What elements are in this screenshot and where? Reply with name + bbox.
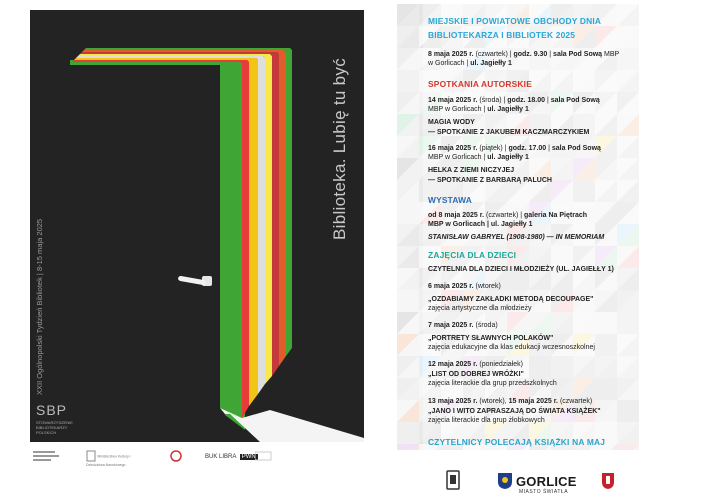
kids-event-2-date: 7 maja 2025 r. (środa) <box>428 322 498 329</box>
meeting-1-line2: MBP w Gorlicach | ul. Jagiełły 1 <box>428 106 529 113</box>
county-crest-icon <box>601 472 615 490</box>
meeting-2-guest: — SPOTKANIE Z BARBARĄ PALUCH <box>428 177 552 184</box>
sponsor-circle-logo <box>170 450 182 464</box>
meeting-2-line2: MBP w Gorlicach | ul. Jagiełły 1 <box>428 154 529 161</box>
meeting-1-title: MAGIA WODY <box>428 119 475 126</box>
kids-event-1-desc: zajęcia artystyczne dla młodzieży <box>428 305 532 312</box>
footer-header: CZYTELNICY POLECAJĄ KSIĄŻKI NA MAJ <box>428 437 606 447</box>
kids-event-3-desc: zajęcia literackie dla grup przedszkolnych <box>428 380 557 387</box>
meetings-header: SPOTKANIA AUTORSKIE <box>428 79 532 89</box>
meeting-2-title: HELKA Z ZIEMI NICZYJEJ <box>428 167 515 174</box>
kids-event-1-title: „OZDABIAMY ZAKŁADKI METODĄ DECOUPAGE" <box>428 296 594 303</box>
programme-header-line1: MIEJSKIE I POWIATOWE OBCHODY DNIA <box>428 16 602 26</box>
kids-event-2-desc: zajęcia edukacyjne dla klas edukacji wczesnoszkolnej <box>428 344 595 351</box>
sponsor-buk-libra <box>205 454 258 460</box>
kids-event-1-date: 6 maja 2025 r. (wtorek) <box>428 283 501 290</box>
kids-header: ZAJĘCIA DLA DZIECI <box>428 250 517 260</box>
ministry-emblem-icon <box>86 450 96 462</box>
door-illustration <box>30 10 364 442</box>
sponsor-circle-icon <box>170 450 182 462</box>
sbp-logo-letters: SBP <box>36 402 68 418</box>
sbp-logo <box>36 402 86 435</box>
opening-line1: 8 maja 2025 r. (czwartek) | godz. 9.30 | sala Pod Sową MBP <box>428 51 620 58</box>
poster-title: Biblioteka. Lubię tu być <box>330 57 349 240</box>
poster-subtitle: XXII Ogólnopolski Tydzień Bibliotek | 8-15 maja 2025 <box>35 218 44 395</box>
sponsor-small-text <box>33 449 63 465</box>
kids-place: CZYTELNIA DLA DZIECI I MŁODZIEŻY (UL. JAGIEŁŁY 1) <box>428 266 614 273</box>
poster <box>30 10 364 442</box>
library-crest-icon <box>446 470 460 490</box>
sponsor-strip <box>30 444 364 490</box>
sponsor-pwn-label: PWN <box>241 454 256 460</box>
meeting-2-line1: 16 maja 2025 r. (piątek) | godz. 17.00 | sala Pod Sową <box>428 145 601 152</box>
door-leaf <box>30 66 218 442</box>
programme-header-line2: BIBLIOTEKARZA I BIBLIOTEK 2025 <box>428 30 576 40</box>
meeting-1-line1: 14 maja 2025 r. (środa) | godz. 18.00 | sala Pod Sową <box>428 97 600 104</box>
sponsor-ministry <box>86 450 136 468</box>
city-tagline: MIASTO ŚWIATŁA <box>519 489 569 495</box>
kids-event-4-title: „JANO I WITO ZAPRASZAJĄ DO ŚWIATA KSIĄŻEK" <box>428 408 601 415</box>
exhibition-header: WYSTAWA <box>428 195 473 205</box>
city-name: GORLICE <box>516 474 577 489</box>
kids-event-3-title: „LIST OD DOBREJ WRÓŻKI" <box>428 371 524 378</box>
programme-content <box>397 4 639 450</box>
exhibition-line2: MBP w Gorlicach | ul. Jagiełły 1 <box>428 221 533 228</box>
kids-event-4-date: 13 maja 2025 r. (wtorek), 15 maja 2025 r. (czwartek) <box>428 398 593 405</box>
gorlice-crest-icon <box>497 472 513 490</box>
meeting-1-guest: — SPOTKANIE Z JAKUBEM KACZMARCZYKIEM <box>428 129 590 136</box>
sponsor-logo-faint <box>255 450 273 464</box>
sponsor-ministry-label: Ministerstwo Kultury i Dziedzictwa Narodowego <box>86 454 131 467</box>
sponsor-buk-libra-label: BUK LIBRA <box>205 454 237 460</box>
sbp-logo-name: STOWARZYSZENIE BIBLIOTEKARZY POLSKICH <box>36 420 73 435</box>
sponsor-faint-icon <box>255 450 273 462</box>
event-programme <box>397 4 639 450</box>
sponsor-text-block-icon <box>33 449 63 463</box>
kids-event-4-desc: zajęcia literackie dla grup żłobkowych <box>428 417 545 424</box>
kids-event-2-title: „PORTRETY SŁAWNYCH POLAKÓW" <box>428 335 554 342</box>
exhibition-title: STANISŁAW GABRYEL (1908-1980) — IN MEMORIAM <box>428 234 605 241</box>
exhibition-line1: od 8 maja 2025 r. (czwartek) | galeria Na Piętrach <box>428 212 588 219</box>
opening-line2: w Gorlicach | ul. Jagiełły 1 <box>428 60 512 67</box>
kids-event-3-date: 12 maja 2025 r. (poniedziałek) <box>428 361 523 368</box>
